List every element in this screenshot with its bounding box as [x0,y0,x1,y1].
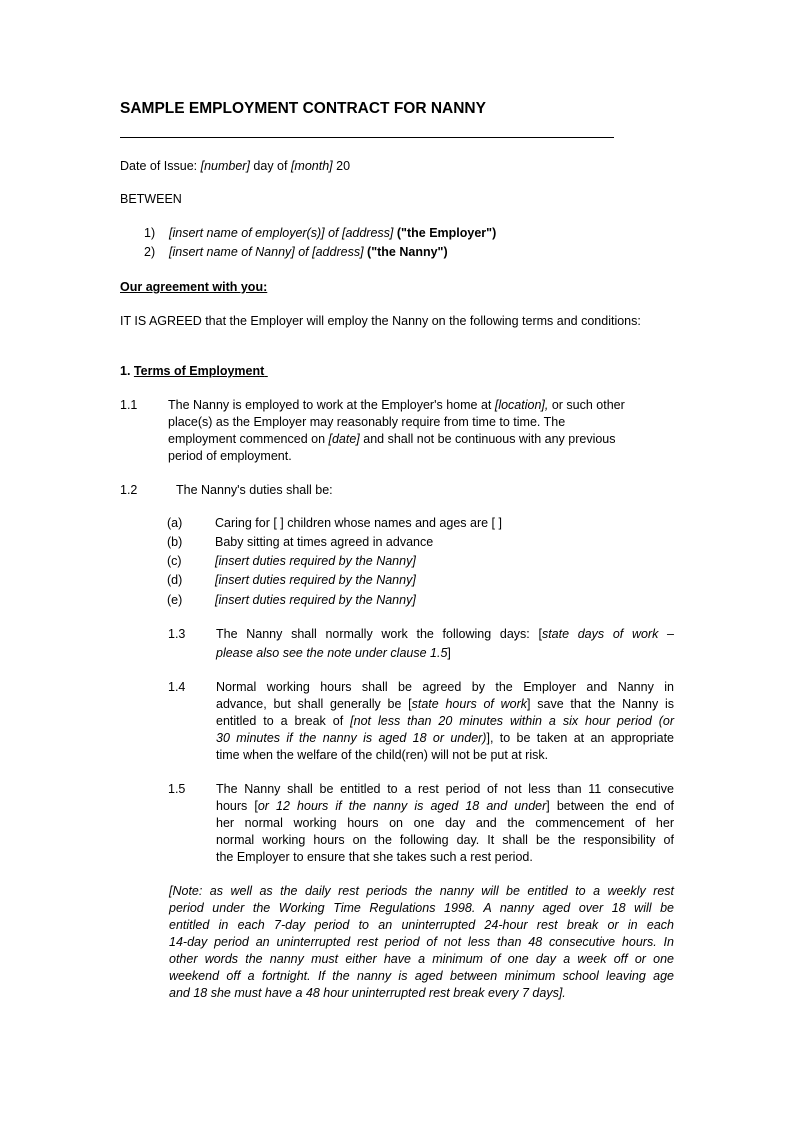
party-2-role: ("the Nanny") [367,245,448,259]
duty-d-text: [insert duties required by the Nanny] [215,573,416,587]
title-underline-rule [120,137,614,138]
party-2-name: [insert name of Nanny] of [address] [169,245,364,259]
clause-1-4-line-1: Normal working hours shall be agreed by the Employer and Nanny in [216,680,674,694]
clause-1-4-line-2: advance, but shall generally be [ [216,697,412,711]
clause-1-5-text [216,781,674,866]
break-placeholder: [not less than 20 minutes within a six hour period (or [350,714,674,728]
duty-a-text: Caring for [ ] children whose names and ages are [ ] [215,516,502,530]
date-number-placeholder: [number] [200,159,250,173]
break-placeholder-continued: 30 minutes if the nanny is aged 18 or under) [216,731,487,745]
party-1-role: ("the Employer") [396,226,497,240]
section-1-title: Terms of Employment [133,364,265,378]
hours-of-work-placeholder: state hours of work [411,697,528,711]
working-time-note [169,883,674,1002]
between-label: BETWEEN [120,192,182,206]
clause-1-5-line-1: The Nanny shall be entitled to a rest period of not less than 11 consecutive [216,782,674,796]
note-line: weekend off a fortnight. If the nanny is aged between minimum school leaving age [169,969,674,983]
date-prefix: Date of Issue: [120,159,201,173]
note-line: and 18 she must have a 48 hour uninterrupted rest break every 7 days]. [169,986,566,1000]
clause-1-5-line-2: hours [ [216,799,258,813]
note-line: [Note: as well as the daily rest periods the nanny will be entitled to a weekly rest [169,884,674,898]
days-of-work-placeholder: state days of work – [541,627,674,641]
clause-1-1-line-2: place(s) as the Employer may reasonably require from time to time. The [168,415,566,429]
section-1-heading [120,363,268,380]
date-month-placeholder: [month] [290,159,333,173]
agreement-heading: Our agreement with you: [120,280,268,294]
party-2-number: 2) [144,245,156,259]
duty-c-text: [insert duties required by the Nanny] [215,554,416,568]
party-1-number: 1) [144,226,156,240]
clause-1-4-line-5: time when the welfare of the child(ren) will not be put at risk. [216,748,549,762]
rest-hours-placeholder: or 12 hours if the nanny is aged 18 and under [257,799,547,813]
party-1 [169,225,496,242]
document-title: SAMPLE EMPLOYMENT CONTRACT FOR NANNY [120,100,486,117]
clause-1-3-bracket: ] [447,646,451,660]
duty-b-text: Baby sitting at times agreed in advance [215,535,434,549]
date-of-issue-line [120,158,350,175]
duty-b-label: (b) [167,535,183,549]
clause-1-4-line-3: entitled to a break of [216,714,351,728]
clause-1-3-number: 1.3 [168,627,186,641]
clause-1-4-number: 1.4 [168,680,186,694]
clause-1-1-line-3 [168,431,616,448]
date-mid: day of [249,159,291,173]
duty-c-label: (c) [167,554,182,568]
clause-1-1-text: The Nanny is employed to work at the Employer's home at [168,398,495,412]
date-suffix: 20 [332,159,351,173]
duty-d-label: (d) [167,573,183,587]
clause-1-1-text: employment commenced on [168,432,329,446]
clause-1-2-number: 1.2 [120,483,138,497]
clause-1-4-line-4-end: ], to be taken at an appropriate [486,731,674,745]
clause-1-3-note-reference: please also see the note under clause 1.5 [216,646,448,660]
clause-1-4-text [216,679,674,764]
clause-1-3-text [216,626,674,662]
clause-1-4-line-2-end: ] save that the Nanny is [527,697,674,711]
clause-1-5-number: 1.5 [168,782,186,796]
clause-1-1-line-4: period of employment. [168,449,292,463]
party-1-name: [insert name of employer(s)] of [address] [169,226,394,240]
clause-1-1-line-1 [168,397,625,414]
duty-e-text: [insert duties required by the Nanny] [215,593,416,607]
clause-1-5-line-5: the Employer to ensure that she takes such a rest period. [216,850,533,864]
duty-e-label: (e) [167,593,183,607]
note-line: 14-day period an uninterrupted rest period of not less than 48 consecutive hours. In [169,935,674,949]
date-placeholder: [date] [328,432,360,446]
clause-1-1-text: and shall not be continuous with any previous [359,432,616,446]
note-line: period under the Working Time Regulations 1998. A nanny aged over 18 will be [169,901,674,915]
note-line: entitled in each 7-day period to an uninterrupted 24-hour rest break or in each [169,918,674,932]
party-2 [169,244,448,261]
agreed-text: IT IS AGREED that the Employer will employ the Nanny on the following terms and conditions: [120,314,641,328]
clause-1-5-line-3: her normal working hours on one day and the commencement of her [216,816,674,830]
clause-1-2-text: The Nanny's duties shall be: [176,483,333,497]
section-1-number: 1. [120,364,131,378]
location-placeholder: [location], [494,398,549,412]
clause-1-1-text: or such other [548,398,625,412]
clause-1-1-number: 1.1 [120,398,138,412]
clause-1-5-line-4: normal working hours on the following day. It shall be the responsibility of [216,833,674,847]
note-line: other words the nanny must either have a minimum of one day a week off or one [169,952,674,966]
clause-1-5-line-2-end: ] between the end of [546,799,675,813]
clause-1-3-line-1: The Nanny shall normally work the following days: [ [216,627,542,641]
duty-a-label: (a) [167,516,183,530]
